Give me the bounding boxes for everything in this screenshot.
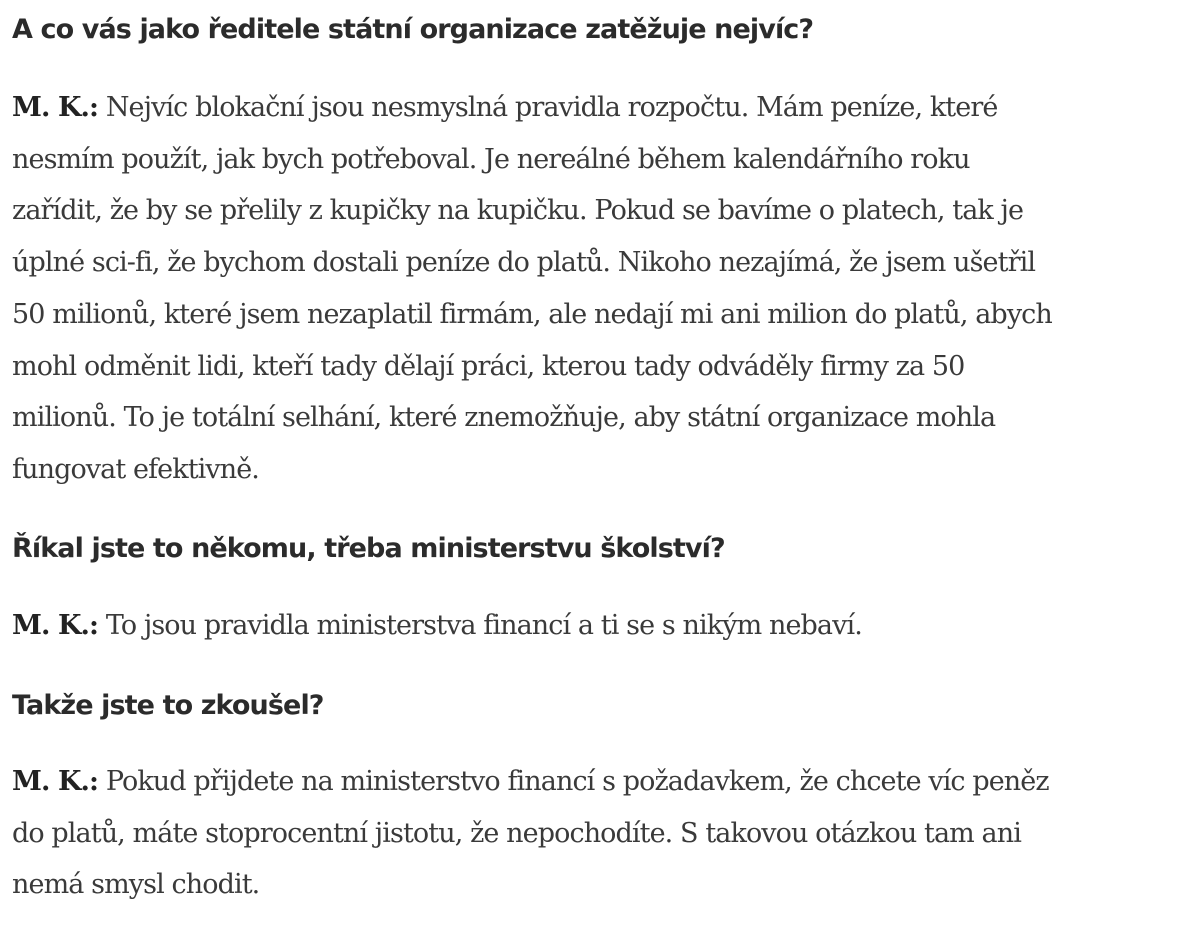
answer-line [12, 82, 1052, 134]
answer-line: úplné sci-fi, že bychom dostali peníze do platů. Nikoho nezajímá, že jsem ušetřil [12, 247, 1036, 279]
answer-line: mohl odměnit lidi, kteří tady dělají práci, kterou tady odváděly firmy za 50 [12, 350, 965, 382]
speaker-label: M. K.: [12, 92, 99, 123]
answer-line: zařídit, že by se přelily z kupičky na kupičku. Pokud se bavíme o platech, tak je [12, 195, 1024, 227]
answer-line: nesmím použít, jak bych potřeboval. Je nereálné během kalendářního roku [12, 143, 970, 175]
answer-line: milionů. To je totální selhání, které znemožňuje, aby státní organizace mohla [12, 402, 996, 434]
answer-line [12, 600, 862, 652]
answer-2 [12, 600, 862, 652]
question-2: Říkal jste to někomu, třeba ministerstvu školství? [12, 533, 725, 564]
answer-line [12, 756, 1049, 808]
question-3: Takže jste to zkoušel? [12, 690, 324, 721]
answer-line: 50 milionů, které jsem nezaplatil firmám, ale nedají mi ani milion do platů, abych [12, 298, 1052, 330]
answer-line: fungovat efektivně. [12, 453, 259, 485]
answer-text: Nejvíc blokační jsou nesmyslná pravidla rozpočtu. Mám peníze, které [105, 92, 998, 123]
question-1: A co vás jako ředitele státní organizace zatěžuje nejvíc? [12, 14, 814, 45]
answer-line: nemá smysl chodit. [12, 869, 260, 901]
answer-text: To jsou pravidla ministerstva financí a ti se s nikým nebaví. [105, 610, 862, 641]
speaker-label: M. K.: [12, 610, 99, 641]
answer-text: Pokud přijdete na ministerstvo financí s požadavkem, že chcete víc peněz [105, 766, 1049, 797]
answer-line: do platů, máte stoprocentní jistotu, že nepochodíte. S takovou otázkou tam ani [12, 817, 1021, 849]
answer-3 [12, 756, 1049, 911]
answer-1 [12, 82, 1052, 496]
speaker-label: M. K.: [12, 766, 99, 797]
